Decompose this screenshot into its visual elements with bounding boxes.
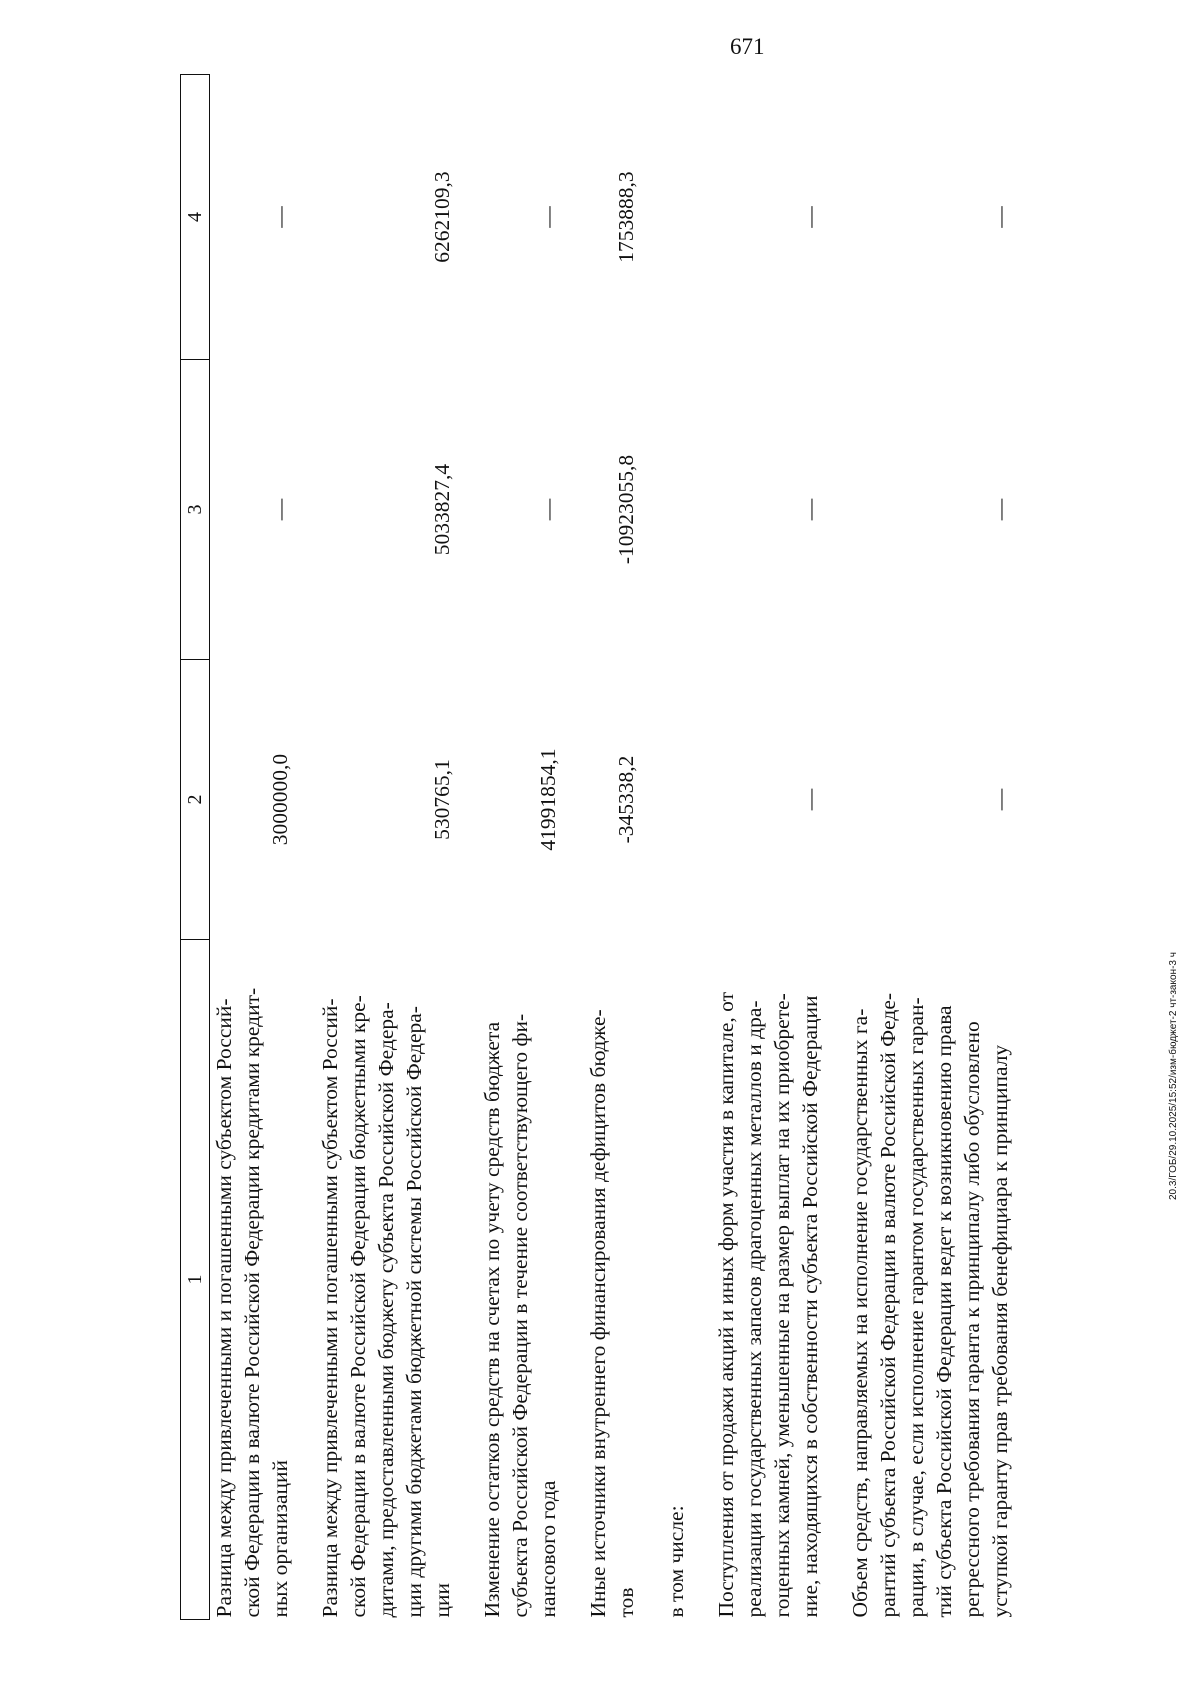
page-number: 671	[730, 34, 765, 59]
dash-value: —	[988, 206, 1012, 228]
table-row	[316, 75, 456, 1620]
row-value-col3	[712, 360, 824, 660]
row-label-line: ных организаций	[268, 1459, 292, 1618]
table-row	[662, 75, 690, 1620]
row-label-line: Разница между привлеченными и погашенными субъектом Россий-	[212, 998, 236, 1618]
row-value-col3	[846, 360, 1014, 660]
row-value-col3	[478, 360, 562, 660]
budget-sources-table	[180, 74, 1014, 1620]
row-spacer-cell	[824, 75, 846, 1620]
row-value-col2	[316, 660, 456, 940]
row-value-col4	[584, 75, 640, 360]
row-spacer	[294, 75, 316, 1620]
footer-code: 20.3/ГОБ/29.10.2025/15:52/изм-бюджет-2 чт-закон-3 ч	[1168, 952, 1179, 1200]
table-body	[210, 75, 1015, 1620]
row-label-line: субъекта Российской Федерации в течение соответствующего фи-	[508, 1013, 532, 1618]
row-value-col2	[846, 660, 1014, 940]
table-row	[478, 75, 562, 1620]
row-label-line: уступкой гаранту прав требования бенефициара к принципалу	[988, 1044, 1012, 1618]
row-label	[712, 940, 824, 1620]
row-label-line: дитами, предоставленными бюджету субъекта Российской Федера-	[374, 1002, 398, 1618]
row-label-line: Иные источники внутреннего финансирования дефицитов бюдже-	[586, 1009, 610, 1618]
row-spacer-cell	[562, 75, 584, 1620]
rotated-table-container	[180, 75, 1170, 1620]
numeric-value: 5033827,4	[430, 463, 454, 556]
row-value-col2	[584, 660, 640, 940]
row-label-line: Поступления от продажи акций и иных форм участия в капитале, от	[714, 991, 738, 1618]
row-value-col4	[478, 75, 562, 360]
row-label-line: тий субъекта Российской Федерации ведет к возникновению права	[932, 1005, 956, 1618]
dash-value: —	[268, 206, 292, 228]
row-label-line: регрессного требования гаранта к принципалу либо обусловлено	[960, 1021, 984, 1618]
row-value-col4	[210, 75, 295, 360]
row-label	[316, 940, 456, 1620]
numeric-value: 3000000,0	[268, 753, 292, 846]
row-label	[662, 940, 690, 1620]
row-label-line: Разница между привлеченными и погашенными субъектом Россий-	[318, 998, 342, 1618]
row-value-col2	[712, 660, 824, 940]
row-spacer	[456, 75, 478, 1620]
dash-value: —	[798, 498, 822, 521]
row-value-col3	[662, 360, 690, 660]
row-spacer	[824, 75, 846, 1620]
dash-value: —	[988, 498, 1012, 521]
row-label-line: ние, находящихся в собственности субъекта Российской Федерации	[798, 995, 822, 1618]
row-value-col3	[210, 360, 295, 660]
row-spacer	[562, 75, 584, 1620]
row-value-col4	[846, 75, 1014, 360]
header-col-2: 2	[181, 660, 210, 940]
row-spacer-cell	[294, 75, 316, 1620]
dash-value: —	[536, 498, 560, 521]
row-value-col4	[316, 75, 456, 360]
dash-value: —	[798, 206, 822, 228]
row-label-line: Изменение остатков средств на счетах по учету средств бюджета	[480, 1021, 504, 1618]
header-col-1: 1	[181, 940, 210, 1620]
header-col-3: 3	[181, 360, 210, 660]
row-label-line: рантий субъекта Российской Федерации в валюте Российской Феде-	[876, 992, 900, 1618]
numeric-value: 1753888,3	[614, 171, 638, 263]
dash-value: —	[798, 788, 822, 811]
row-spacer	[690, 75, 712, 1620]
row-value-col2	[210, 660, 295, 940]
row-label-line: тов	[614, 1587, 638, 1618]
row-value-col2	[478, 660, 562, 940]
row-label-line: ской Федерации в валюте Российской Федерации кредитами кредит-	[240, 987, 264, 1618]
row-value-col4	[712, 75, 824, 360]
dash-value: —	[268, 498, 292, 521]
row-label-line: реализации государственных запасов драгоценных металлов и дра-	[742, 1000, 766, 1618]
row-label-line: нансового года	[536, 1480, 560, 1618]
row-value-col4	[662, 75, 690, 360]
row-value-col3	[316, 360, 456, 660]
row-label-line: рации, в случае, если исполнение гарантом государственных гаран-	[904, 997, 928, 1618]
numeric-value: 530765,1	[430, 759, 454, 840]
numeric-value: -345338,2	[614, 755, 638, 844]
row-label	[478, 940, 562, 1620]
header-col-4: 4	[181, 75, 210, 360]
numeric-value: -10923055,8	[614, 454, 638, 565]
row-label-line: Объем средств, направляемых на исполнение государственных га-	[848, 1008, 872, 1618]
numeric-value: 41991854,1	[536, 748, 560, 851]
table-row	[584, 75, 640, 1620]
row-spacer-cell	[690, 75, 712, 1620]
numeric-value: 6262109,3	[430, 171, 454, 263]
row-label-line: гоценных камней, уменьшенные на размер выплат на их приобрете-	[770, 993, 794, 1618]
row-label	[210, 940, 295, 1620]
dash-value: —	[536, 206, 560, 228]
row-spacer-cell	[640, 75, 662, 1620]
row-value-col2	[662, 660, 690, 940]
header-row	[181, 75, 210, 1620]
row-label-line: ской Федерации в валюте Российской Федерации бюджетными кре-	[346, 995, 370, 1618]
row-label-line: ции другими бюджетами бюджетной системы Российской Федера-	[402, 1006, 426, 1618]
row-label	[584, 940, 640, 1620]
table-row	[846, 75, 1014, 1620]
row-label	[846, 940, 1014, 1620]
row-spacer	[640, 75, 662, 1620]
row-label-line: в том числе:	[664, 1505, 688, 1618]
table-row	[712, 75, 824, 1620]
dash-value: —	[988, 788, 1012, 811]
row-spacer-cell	[456, 75, 478, 1620]
table-row	[210, 75, 295, 1620]
row-value-col3	[584, 360, 640, 660]
row-label-line: ции	[430, 1582, 454, 1618]
